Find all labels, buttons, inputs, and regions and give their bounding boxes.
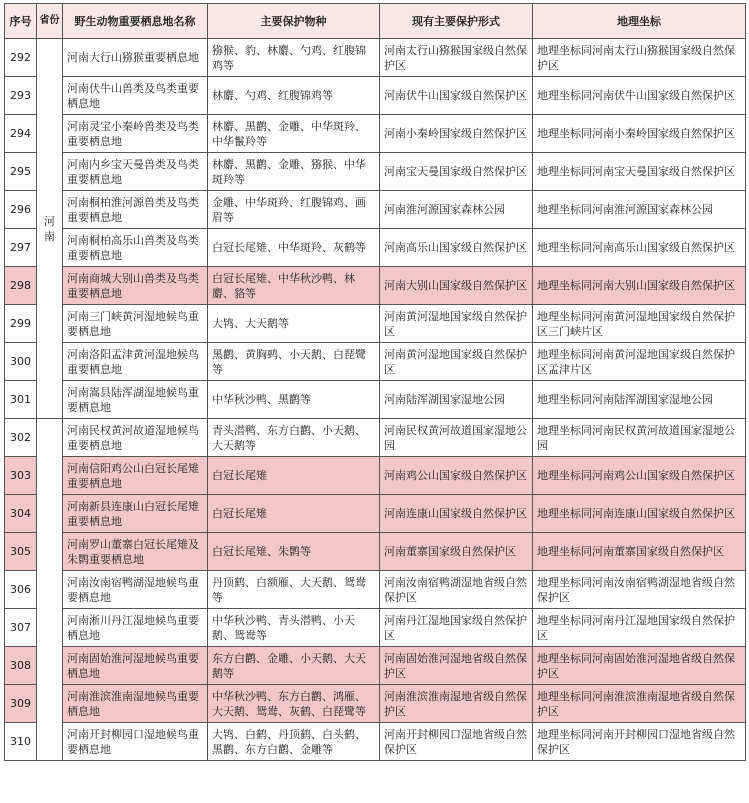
row-number: 302 (5, 419, 37, 457)
table-row (5, 723, 746, 761)
row-number: 296 (5, 191, 37, 229)
protection-form: 河南丹江湿地国家级自然保护区 (380, 609, 533, 647)
row-number: 299 (5, 305, 37, 343)
geo-coordinates: 地理坐标同河南太行山猕猴国家级自然保护区 (533, 39, 746, 77)
habitat-name: 河南淅川丹江湿地候鸟重要栖息地 (63, 609, 208, 647)
habitat-name: 河南固始淮河湿地候鸟重要栖息地 (63, 647, 208, 685)
geo-coordinates: 地理坐标同河南黄河湿地国家级自然保护区孟津片区 (533, 343, 746, 381)
protection-form: 河南小秦岭国家级自然保护区 (380, 115, 533, 153)
protection-form: 河南大别山国家级自然保护区 (380, 267, 533, 305)
habitat-name: 河南商城大别山兽类及鸟类重要栖息地 (63, 267, 208, 305)
table-row (5, 229, 746, 267)
habitat-name: 河南大行山猕猴重要栖息地 (63, 39, 208, 77)
protected-species: 林麝、勺鸡、红腹锦鸡等 (208, 77, 380, 115)
row-number: 304 (5, 495, 37, 533)
header-species: 主要保护物种 (208, 4, 380, 39)
protected-species: 中华秋沙鸭、东方白鹳、鸿雁、大天鹅、鸳鸯、灰鹤、白琵鹭等 (208, 685, 380, 723)
header-protection-form: 现有主要保护形式 (380, 4, 533, 39)
habitat-name: 河南民权黄河故道湿地候鸟重要栖息地 (63, 419, 208, 457)
province-cell (37, 39, 63, 419)
protected-species: 白冠长尾雉、中华斑羚、灰鹤等 (208, 229, 380, 267)
protection-form: 河南开封柳园口湿地省级自然保护区 (380, 723, 533, 761)
protected-species: 中华秋沙鸭、黑鹳等 (208, 381, 380, 419)
protected-species: 林麝、黑鹳、金雕、猕猴、中华斑羚等 (208, 153, 380, 191)
header-num: 序号 (5, 4, 37, 39)
geo-coordinates: 地理坐标同河南黄河湿地国家级自然保护区三门峡片区 (533, 305, 746, 343)
geo-coordinates: 地理坐标同河南陆浑湖国家湿地公园 (533, 381, 746, 419)
protection-form: 河南淮滨淮南湿地省级自然保护区 (380, 685, 533, 723)
habitat-name: 河南信阳鸡公山白冠长尾雉重要栖息地 (63, 457, 208, 495)
geo-coordinates: 地理坐标同河南民权黄河故道国家湿地公园 (533, 419, 746, 457)
protection-form: 河南汝南宿鸭湖湿地省级自然保护区 (380, 571, 533, 609)
geo-coordinates: 地理坐标同河南固始淮河湿地省级自然保护区 (533, 647, 746, 685)
header-row (5, 4, 746, 39)
protected-species: 黑鹳、黄胸鹀、小天鹅、白琵鹭等 (208, 343, 380, 381)
table-row (5, 191, 746, 229)
table-row (5, 495, 746, 533)
table-row (5, 267, 746, 305)
row-number: 310 (5, 723, 37, 761)
protected-species: 白冠长尾雉 (208, 457, 380, 495)
row-number: 306 (5, 571, 37, 609)
habitat-name: 河南开封柳园口湿地候鸟重要栖息地 (63, 723, 208, 761)
table-row (5, 457, 746, 495)
header-province: 省份 (37, 4, 63, 39)
geo-coordinates: 地理坐标同河南汝南宿鸭湖湿地省级自然保护区 (533, 571, 746, 609)
row-number: 305 (5, 533, 37, 571)
table-row (5, 153, 746, 191)
protected-species: 中华秋沙鸭、青头潜鸭、小天鹅、鸳鸯等 (208, 609, 380, 647)
geo-coordinates: 地理坐标同河南丹江湿地国家级自然保护区 (533, 609, 746, 647)
habitat-name: 河南洛阳孟津黄河湿地候鸟重要栖息地 (63, 343, 208, 381)
habitat-table (4, 3, 746, 761)
protection-form: 河南固始淮河湿地省级自然保护区 (380, 647, 533, 685)
geo-coordinates: 地理坐标同河南大别山国家级自然保护区 (533, 267, 746, 305)
habitat-name: 河南淮滨淮南湿地候鸟重要栖息地 (63, 685, 208, 723)
geo-coordinates: 地理坐标同河南小秦岭国家级自然保护区 (533, 115, 746, 153)
row-number: 307 (5, 609, 37, 647)
geo-coordinates: 地理坐标同河南伏牛山国家级自然保护区 (533, 77, 746, 115)
geo-coordinates: 地理坐标同河南开封柳园口湿地省级自然保护区 (533, 723, 746, 761)
table-row (5, 115, 746, 153)
protection-form: 河南鸡公山国家级自然保护区 (380, 457, 533, 495)
table-row (5, 685, 746, 723)
table-row (5, 647, 746, 685)
table-row (5, 419, 746, 457)
geo-coordinates: 地理坐标同河南连康山国家级自然保护区 (533, 495, 746, 533)
protection-form: 河南陆浑湖国家湿地公园 (380, 381, 533, 419)
habitat-name: 河南桐柏高乐山兽类及鸟类重要栖息地 (63, 229, 208, 267)
protection-form: 河南高乐山国家级自然保护区 (380, 229, 533, 267)
protection-form: 河南民权黄河故道国家湿地公园 (380, 419, 533, 457)
row-number: 294 (5, 115, 37, 153)
protection-form: 河南太行山猕猴国家级自然保护区 (380, 39, 533, 77)
habitat-name: 河南灵宝小秦岭兽类及鸟类重要栖息地 (63, 115, 208, 153)
protected-species: 青头潜鸭、东方白鹳、小天鹅、大天鹅等 (208, 419, 380, 457)
habitat-name: 河南桐柏淮河源兽类及鸟类重要栖息地 (63, 191, 208, 229)
geo-coordinates: 地理坐标同河南鸡公山国家级自然保护区 (533, 457, 746, 495)
geo-coordinates: 地理坐标同河南董寨国家级自然保护区 (533, 533, 746, 571)
protected-species: 东方白鹳、金雕、小天鹅、大天鹅等 (208, 647, 380, 685)
row-number: 297 (5, 229, 37, 267)
geo-coordinates: 地理坐标同河南高乐山国家级自然保护区 (533, 229, 746, 267)
protected-species: 金雕、中华斑羚、红腹锦鸡、画眉等 (208, 191, 380, 229)
habitat-name: 河南伏牛山兽类及鸟类重要栖息地 (63, 77, 208, 115)
table-row (5, 533, 746, 571)
row-number: 303 (5, 457, 37, 495)
protected-species: 白冠长尾雉 (208, 495, 380, 533)
table-row (5, 305, 746, 343)
protection-form: 河南黄河湿地国家级自然保护区 (380, 343, 533, 381)
table-row (5, 77, 746, 115)
protected-species: 白冠长尾雉、中华秋沙鸭、林麝、貉等 (208, 267, 380, 305)
row-number: 309 (5, 685, 37, 723)
header-coordinates: 地理坐标 (533, 4, 746, 39)
row-number: 300 (5, 343, 37, 381)
protected-species: 白冠长尾雉、朱鹮等 (208, 533, 380, 571)
habitat-name: 河南嵩县陆浑湖湿地候鸟重要栖息地 (63, 381, 208, 419)
protection-form: 河南淮河源国家森林公园 (380, 191, 533, 229)
protected-species: 大鸨、大天鹅等 (208, 305, 380, 343)
protected-species: 林麝、黑鹳、金雕、中华斑羚、中华鬣羚等 (208, 115, 380, 153)
protection-form: 河南黄河湿地国家级自然保护区 (380, 305, 533, 343)
protected-species: 猕猴、豹、林麝、勺鸡、红腹锦鸡等 (208, 39, 380, 77)
habitat-name: 河南罗山董寨白冠长尾雉及朱鹮重要栖息地 (63, 533, 208, 571)
table-row (5, 609, 746, 647)
row-number: 298 (5, 267, 37, 305)
row-number: 308 (5, 647, 37, 685)
geo-coordinates: 地理坐标同河南淮滨淮南湿地省级自然保护区 (533, 685, 746, 723)
table-row (5, 381, 746, 419)
habitat-name: 河南内乡宝天曼兽类及鸟类重要栖息地 (63, 153, 208, 191)
protection-form: 河南董寨国家级自然保护区 (380, 533, 533, 571)
habitat-name: 河南新县连康山白冠长尾雉重要栖息地 (63, 495, 208, 533)
protection-form: 河南伏牛山国家级自然保护区 (380, 77, 533, 115)
geo-coordinates: 地理坐标同河南淮河源国家森林公园 (533, 191, 746, 229)
row-number: 292 (5, 39, 37, 77)
table-row (5, 571, 746, 609)
row-number: 295 (5, 153, 37, 191)
province-cell-continued (37, 419, 63, 761)
geo-coordinates: 地理坐标同河南宝天曼国家级自然保护区 (533, 153, 746, 191)
province-label: 河南 (44, 214, 55, 243)
table-row (5, 39, 746, 77)
header-habitat-name: 野生动物重要栖息地名称 (63, 4, 208, 39)
protection-form: 河南宝天曼国家级自然保护区 (380, 153, 533, 191)
habitat-name: 河南汝南宿鸭湖湿地候鸟重要栖息地 (63, 571, 208, 609)
protected-species: 大鸨、白鹤、丹顶鹤、白头鹤、黑鹳、东方白鹳、金雕等 (208, 723, 380, 761)
table-row (5, 343, 746, 381)
protected-species: 丹顶鹤、白额雁、大天鹅、鸳鸯等 (208, 571, 380, 609)
protection-form: 河南连康山国家级自然保护区 (380, 495, 533, 533)
row-number: 301 (5, 381, 37, 419)
row-number: 293 (5, 77, 37, 115)
habitat-name: 河南三门峡黄河湿地候鸟重要栖息地 (63, 305, 208, 343)
